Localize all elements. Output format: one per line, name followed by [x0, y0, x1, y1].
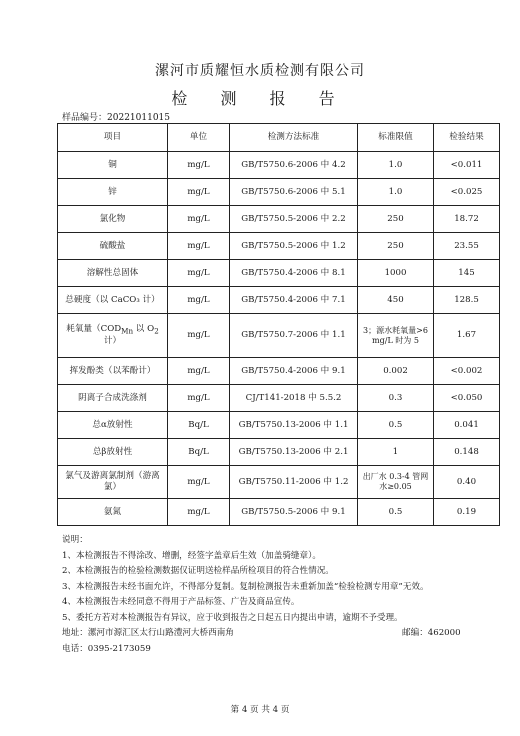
column-header-unit: 单位	[168, 124, 230, 152]
column-header-result: 检验结果	[434, 124, 500, 152]
item-cell: 氯气及游离氯制剂（游离氯）	[58, 466, 168, 499]
limit-cell: 0.3	[358, 385, 434, 412]
method-cell: GB/T5750.6-2006 中 5.1	[230, 179, 358, 206]
result-cell: 0.148	[434, 439, 500, 466]
table-row	[58, 439, 500, 466]
limit-cell: 1.0	[358, 179, 434, 206]
unit-cell: mg/L	[168, 260, 230, 287]
unit-cell: mg/L	[168, 385, 230, 412]
method-cell: CJ/T141-2018 中 5.5.2	[230, 385, 358, 412]
table-row	[58, 179, 500, 206]
method-cell: GB/T5750.6-2006 中 4.2	[230, 152, 358, 179]
result-cell: <0.011	[434, 152, 500, 179]
method-cell: GB/T5750.5-2006 中 9.1	[230, 499, 358, 526]
result-cell: 145	[434, 260, 500, 287]
report-title: 检 测 报 告	[171, 89, 349, 108]
limit-cell: 250	[358, 233, 434, 260]
limit-cell: 3；源水耗氧量>6 mg/L 时为 5	[358, 314, 434, 358]
unit-cell: mg/L	[168, 233, 230, 260]
method-cell: GB/T5750.4-2006 中 8.1	[230, 260, 358, 287]
result-cell: 23.55	[434, 233, 500, 260]
table-row	[58, 412, 500, 439]
table-row	[58, 466, 500, 499]
result-cell: 18.72	[434, 206, 500, 233]
method-cell: GB/T5750.13-2006 中 1.1	[230, 412, 358, 439]
unit-cell: mg/L	[168, 358, 230, 385]
sample-number	[62, 110, 170, 123]
item-cell: 铜	[58, 152, 168, 179]
limit-cell: 1.0	[358, 152, 434, 179]
results-table	[57, 123, 500, 526]
unit-cell: mg/L	[168, 287, 230, 314]
result-cell: <0.002	[434, 358, 500, 385]
item-cell: 耗氧量（$COD_{Mn}$ 以 $O_2$ 计）	[58, 314, 168, 358]
notes-section	[62, 533, 512, 657]
item-cell: 硫酸盐	[58, 233, 168, 260]
item-cell: 氯化物	[58, 206, 168, 233]
table-row	[58, 358, 500, 385]
item-cell: 溶解性总固体	[58, 260, 168, 287]
method-cell: GB/T5750.4-2006 中 7.1	[230, 287, 358, 314]
sample-number-label: 样品编号：	[62, 113, 108, 123]
phone-text: 电话：0395-2173059	[62, 643, 151, 654]
result-cell: 1.67	[434, 314, 500, 358]
sample-number-value: 20221011015	[107, 113, 171, 123]
result-cell: <0.025	[434, 179, 500, 206]
limit-cell: 0.002	[358, 358, 434, 385]
notes-heading: 说明：	[62, 535, 88, 545]
limit-cell: 0.5	[358, 412, 434, 439]
item-cell: 总β放射性	[58, 439, 168, 466]
method-cell: GB/T5750.13-2006 中 2.1	[230, 439, 358, 466]
note-item: 3、本检测报告未经书面允许，不得部分复制。复制检测报告未重新加盖“检验检测专用章”无效。	[62, 581, 429, 592]
limit-cell: 0.5	[358, 499, 434, 526]
method-cell: GB/T5750.5-2006 中 1.2	[230, 233, 358, 260]
limit-cell: 1	[358, 439, 434, 466]
unit-cell: mg/L	[168, 466, 230, 499]
result-cell: 0.19	[434, 499, 500, 526]
result-cell: 128.5	[434, 287, 500, 314]
result-cell: <0.050	[434, 385, 500, 412]
unit-cell: mg/L	[168, 179, 230, 206]
method-cell: GB/T5750.7-2006 中 1.1	[230, 314, 358, 358]
column-header-limit: 标准限值	[358, 124, 434, 152]
unit-cell: mg/L	[168, 152, 230, 179]
unit-cell: mg/L	[168, 499, 230, 526]
address-text: 地址：漯河市源汇区太行山路澧河大桥西南角	[62, 628, 234, 638]
item-cell: 阴离子合成洗涤剂	[58, 385, 168, 412]
table-row	[58, 287, 500, 314]
limit-cell: 450	[358, 287, 434, 314]
postcode-text: 邮编：462000	[402, 628, 461, 638]
company-name: 漯河市质耀恒水质检测有限公司	[155, 63, 365, 79]
note-item: 1、本检测报告不得涂改、增删，经签字盖章后生效（加盖骑缝章）。	[62, 550, 321, 561]
unit-cell: mg/L	[168, 206, 230, 233]
note-item: 4、本检测报告未经同意不得用于产品标签、广告及商品宣传。	[62, 597, 300, 607]
address-row	[62, 626, 512, 642]
result-cell: 0.40	[434, 466, 500, 499]
column-header-method: 检测方法标准	[230, 124, 358, 152]
method-cell: GB/T5750.11-2006 中 1.2	[230, 466, 358, 499]
item-cell: 氨氮	[58, 499, 168, 526]
table-row	[58, 233, 500, 260]
item-cell: 总硬度（以 CaCO₃ 计）	[58, 287, 168, 314]
limit-cell: 250	[358, 206, 434, 233]
note-item: 2、本检测报告的检验检测数据仅证明送检样品所检项目的符合性情况。	[62, 566, 334, 576]
item-cell: 总α放射性	[58, 412, 168, 439]
table-row	[58, 206, 500, 233]
table-header-row	[58, 124, 500, 152]
item-cell: 锌	[58, 179, 168, 206]
table-row	[58, 499, 500, 526]
column-header-item: 项目	[58, 124, 168, 152]
limit-cell: 出厂水 0.3-4 管网水≥0.05	[358, 466, 434, 499]
method-cell: GB/T5750.4-2006 中 9.1	[230, 358, 358, 385]
limit-cell: 1000	[358, 260, 434, 287]
page-number: 第 4 页 共 4 页	[230, 705, 290, 715]
unit-cell: mg/L	[168, 314, 230, 358]
unit-cell: Bq/L	[168, 412, 230, 439]
result-cell: 0.041	[434, 412, 500, 439]
table-row	[58, 152, 500, 179]
table-row	[58, 385, 500, 412]
note-item: 5、委托方若对本检测报告有异议，应于收到报告之日起五日内提出申请，逾期不予受理。	[62, 612, 403, 623]
table-row	[58, 260, 500, 287]
method-cell: GB/T5750.5-2006 中 2.2	[230, 206, 358, 233]
item-cell: 挥发酚类（以苯酚计）	[58, 358, 168, 385]
unit-cell: Bq/L	[168, 439, 230, 466]
table-row	[58, 314, 500, 358]
table-body	[58, 152, 500, 526]
